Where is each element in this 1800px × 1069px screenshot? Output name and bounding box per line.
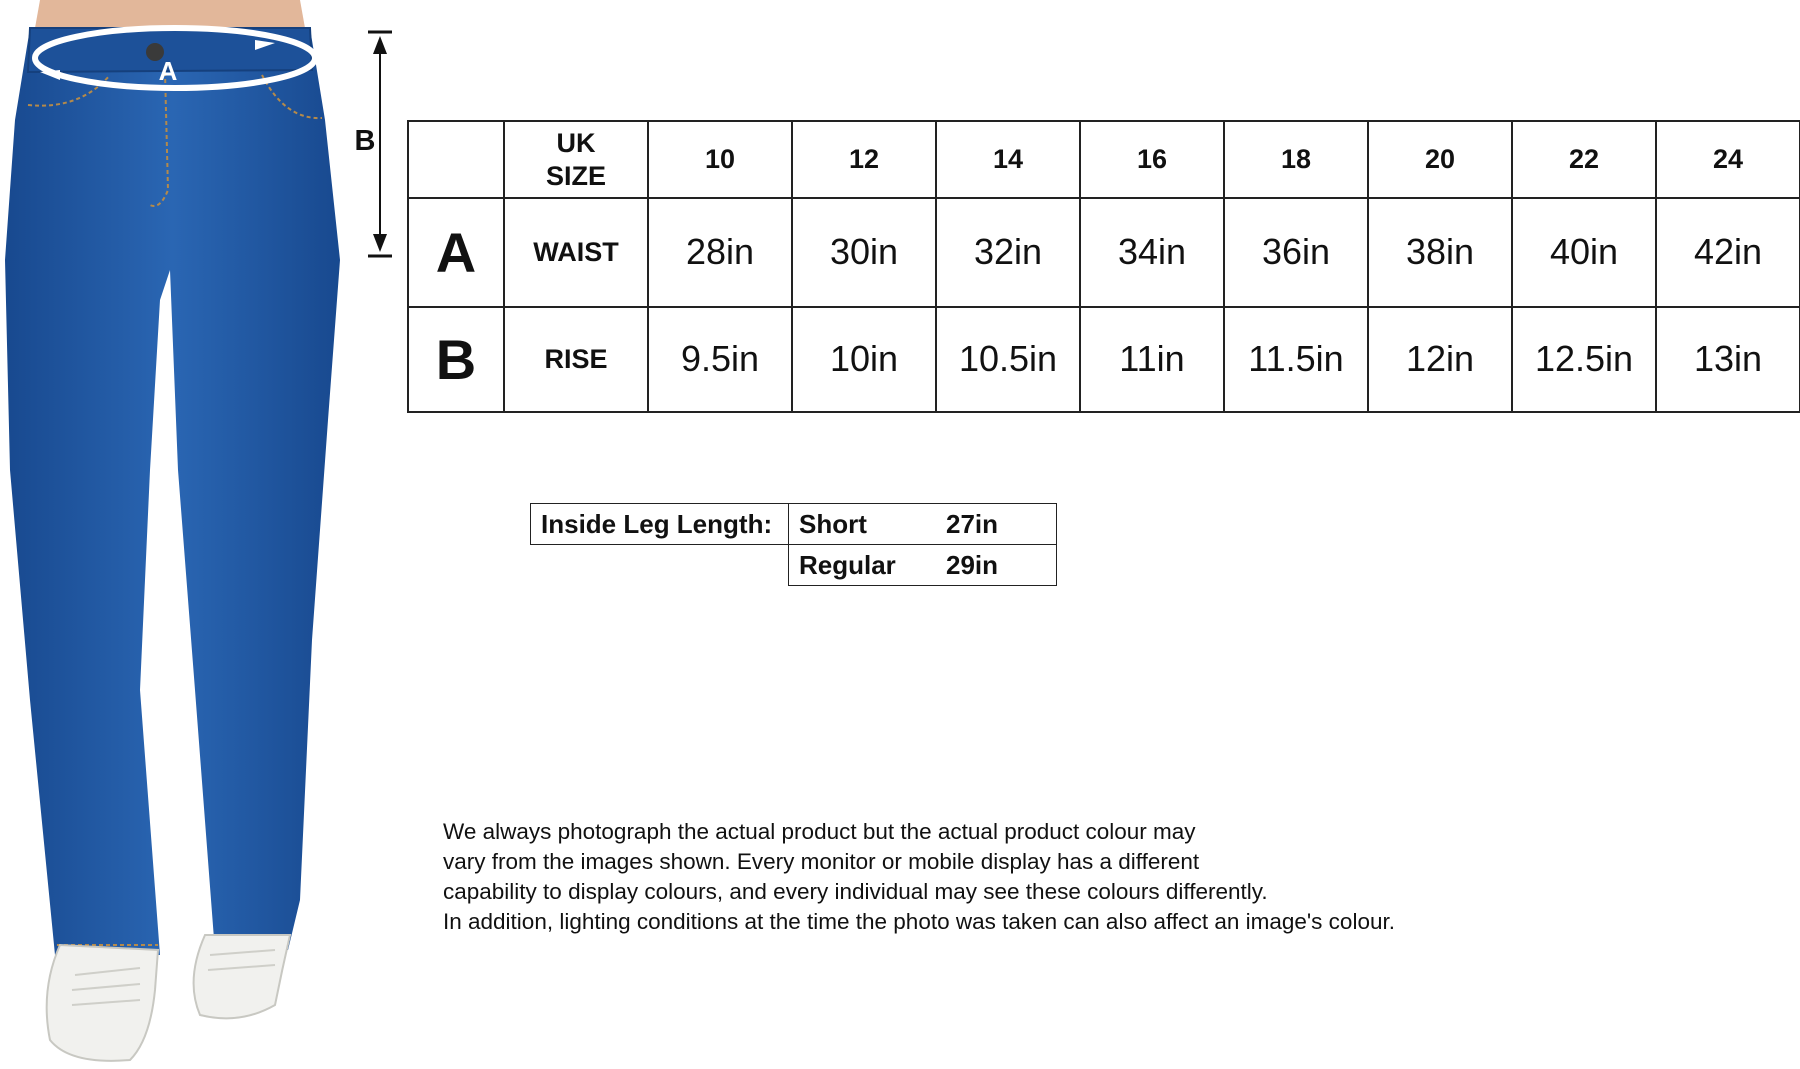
inside-leg-option-length: 27in [946, 504, 1057, 545]
waist-measure-letter: A [158, 56, 178, 86]
inside-leg-option-name: Short [789, 504, 947, 545]
size-header-cell: 18 [1224, 121, 1368, 198]
waist-value-cell: 28in [648, 198, 792, 306]
rise-value-cell: 12in [1368, 307, 1512, 412]
waist-value-cell: 38in [1368, 198, 1512, 306]
shoe-right [194, 935, 290, 1018]
size-header-cell: 20 [1368, 121, 1512, 198]
rise-value-cell: 10in [792, 307, 936, 412]
rise-value-cell: 10.5in [936, 307, 1080, 412]
rise-value-cell: 13in [1656, 307, 1800, 412]
inside-leg-option-length: 29in [946, 545, 1057, 586]
jeans-model-illustration [0, 0, 400, 1069]
size-header-cell: 12 [792, 121, 936, 198]
rise-measure-letter: B [354, 125, 376, 157]
rise-row-letter: B [408, 307, 504, 412]
uk-size-header-line1: UK [556, 127, 596, 158]
uk-size-header-line2: SIZE [545, 160, 606, 191]
header-corner-cell [408, 121, 504, 198]
size-header-cell: 22 [1512, 121, 1656, 198]
waist-value-cell: 34in [1080, 198, 1224, 306]
disclaimer-line: We always photograph the actual product but the actual product colour may [443, 819, 1196, 844]
model-torso-skin [35, 0, 305, 28]
size-chart-table [407, 120, 1800, 413]
inside-leg-row-short [531, 504, 1057, 545]
rise-value-cell: 9.5in [648, 307, 792, 412]
size-header-row [408, 121, 1800, 198]
inside-leg-row-regular [531, 545, 1057, 586]
waist-row-label: WAIST [504, 198, 648, 306]
inside-leg-table [530, 503, 1057, 586]
jeans-body [5, 28, 340, 955]
size-header-cell: 16 [1080, 121, 1224, 198]
waist-value-cell: 30in [792, 198, 936, 306]
rise-value-cell: 11in [1080, 307, 1224, 412]
disclaimer-line: In addition, lighting conditions at the time the photo was taken can also affect an image's colour. [443, 909, 1395, 934]
size-header-cell: 14 [936, 121, 1080, 198]
colour-disclaimer [443, 817, 1395, 937]
rise-value-cell: 12.5in [1512, 307, 1656, 412]
waist-value-cell: 40in [1512, 198, 1656, 306]
size-header-cell: 10 [648, 121, 792, 198]
waist-value-cell: 42in [1656, 198, 1800, 306]
waist-row-letter: A [408, 198, 504, 306]
rise-row [408, 307, 1800, 412]
rise-value-cell: 11.5in [1224, 307, 1368, 412]
rise-row-label: RISE [504, 307, 648, 412]
uk-size-header [504, 121, 648, 198]
inside-leg-label: Inside Leg Length: [531, 504, 789, 545]
inside-leg-option-name: Regular [789, 545, 947, 586]
disclaimer-line: vary from the images shown. Every monitor or mobile display has a different [443, 849, 1200, 874]
waist-value-cell: 32in [936, 198, 1080, 306]
waist-value-cell: 36in [1224, 198, 1368, 306]
size-header-cell: 24 [1656, 121, 1800, 198]
inside-leg-blank-cell [531, 545, 789, 586]
waist-row [408, 198, 1800, 306]
disclaimer-line: capability to display colours, and every individual may see these colours differently. [443, 879, 1268, 904]
